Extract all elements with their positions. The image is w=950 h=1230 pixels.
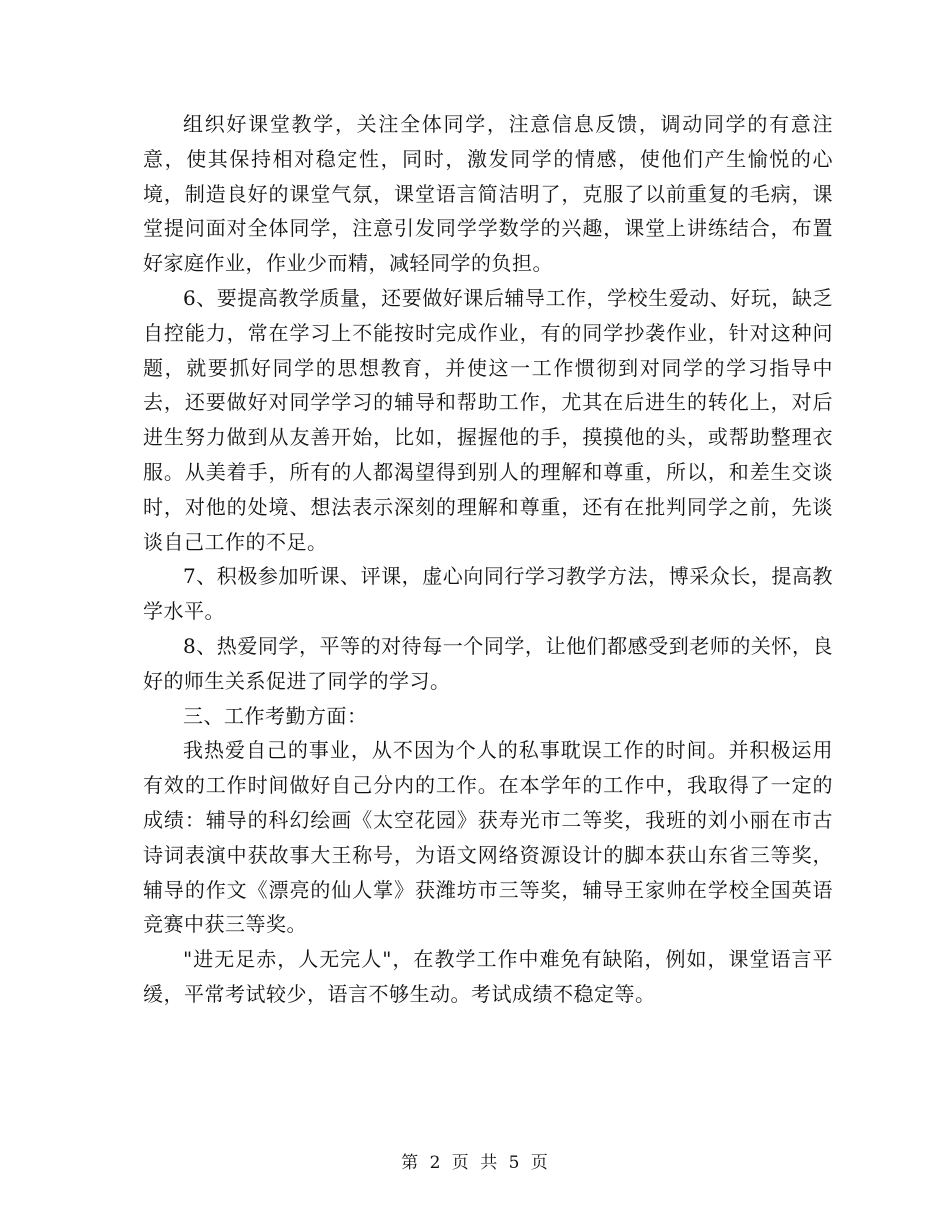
footer-page-unit: 页	[451, 1153, 470, 1173]
section-heading: 三、工作考勤方面：	[183, 703, 368, 728]
page-number-footer	[0, 1151, 950, 1175]
footer-current-page: 2	[429, 1153, 442, 1173]
paragraph: 7、积极参加听课、评课，虚心向同行学习教学方法，博采众长，提高教学水平。	[143, 564, 833, 624]
paragraph: 我热爱自己的事业，从不因为个人的私事耽误工作的时间。并积极运用有效的工作时间做好自己分内的工作。在本学年的工作中，我取得了一定的成绩：辅导的科幻绘画《太空花园》获寿光市二等奖，我班的刘小丽在市古诗词表演中获故事大王称号，为语文网络资源设计的脚本获山东省三等奖，辅导的作文《漂亮的仙人掌》获潍坊市三等奖，辅导王家帅在学校全国英语竞赛中获三等奖。	[143, 738, 833, 937]
footer-total-prefix: 共	[480, 1153, 499, 1173]
footer-total-pages: 5	[508, 1153, 521, 1173]
document-body	[143, 107, 833, 1012]
paragraph: 组织好课堂教学，关注全体同学，注意信息反馈，调动同学的有意注意，使其保持相对稳定性，同时，激发同学的情感，使他们产生愉悦的心境，制造良好的课堂气氛，课堂语言简洁明了，克服了以前重复的毛病，课堂提问面对全体同学，注意引发同学学数学的兴趣，课堂上讲练结合，布置好家庭作业，作业少而精，减轻同学的负担。	[143, 112, 833, 276]
paragraph: 6、要提高教学质量，还要做好课后辅导工作，学校生爱动、好玩，缺乏自控能力，常在学习上不能按时完成作业，有的同学抄袭作业，针对这种问题，就要抓好同学的思想教育，并使这一工作惯彻到对同学的学习指导中去，还要做好对同学学习的辅导和帮助工作，尤其在后进生的转化上，对后进生努力做到从友善开始，比如，握握他的手，摸摸他的头，或帮助整理衣服。从美着手，所有的人都渴望得到别人的理解和尊重，所以，和差生交谈时，对他的处境、想法表示深刻的理解和尊重，还有在批判同学之前，先谈谈自己工作的不足。	[143, 285, 833, 554]
footer-total-unit: 页	[530, 1153, 549, 1173]
footer-prefix: 第	[401, 1153, 420, 1173]
paragraph: 8、热爱同学，平等的对待每一个同学，让他们都感受到老师的关怀，良好的师生关系促进了同学的学习。	[143, 633, 833, 693]
paragraph: "进无足赤，人无完人"，在教学工作中难免有缺陷，例如，课堂语言平缓，平常考试较少，语言不够生动。考试成绩不稳定等。	[143, 947, 833, 1006]
